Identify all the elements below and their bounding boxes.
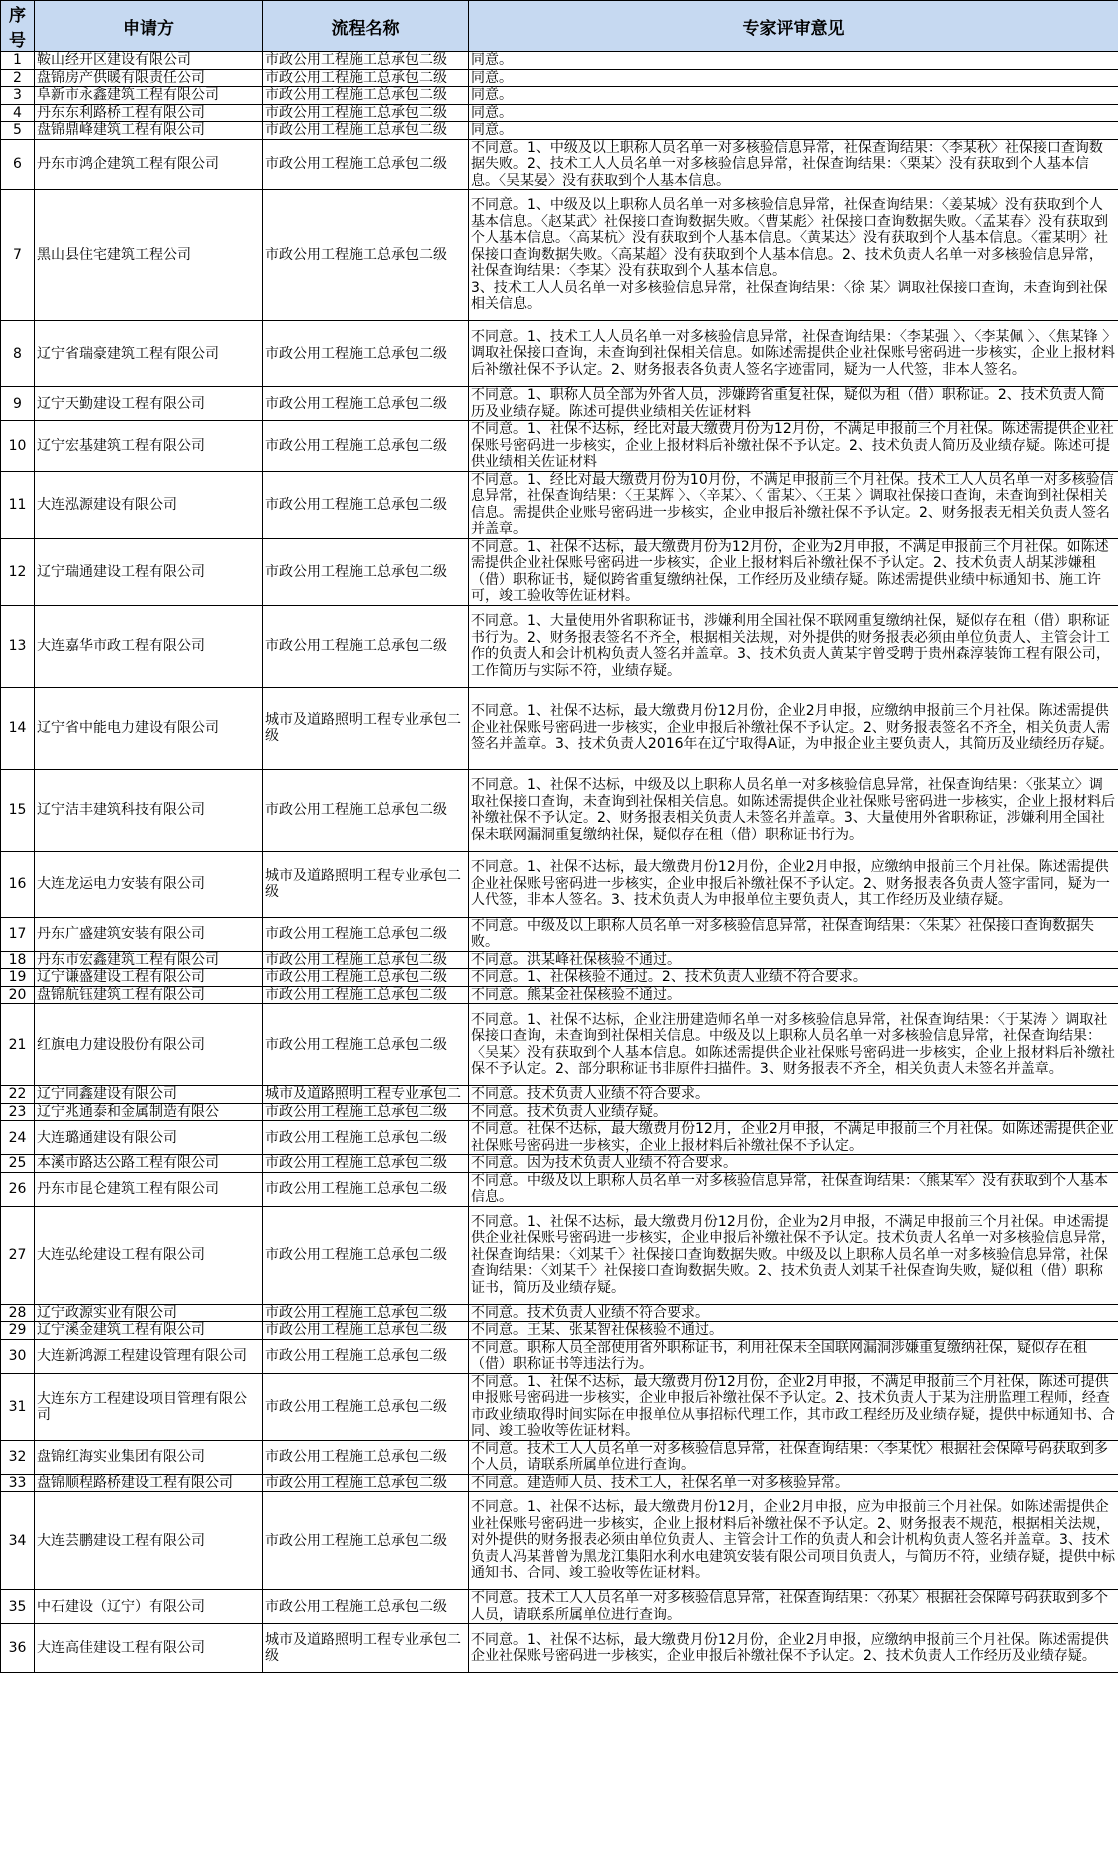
table-row — [1, 951, 1118, 969]
review-opinion: 不同意。1、社保不达标，最大缴费月份12月份，企业为2月申报，不满足申报前三个月社保。申述需提供企业社保账号密码进一步核实，企业申报后补缴社保不予认定。技术负责人名单一对多核验信息异常，社保查询结果：〈刘某千〉社保接口查询数据失败。中级及以上职称人员名单一对多核验信息异常，社保查询结果：〈刘某千〉社保接口查询数据失败。2、技术负责人刘某千社保查询失败，疑似租（借）职称证书，简历及业绩存疑。 — [469, 1206, 1118, 1304]
applicant-name: 大连泓源建设有限公司 — [35, 471, 263, 538]
table-row — [1, 139, 1118, 190]
review-opinion: 不同意。洪某峰社保核验不通过。 — [469, 951, 1118, 969]
row-number: 12 — [1, 538, 35, 605]
applicant-name: 鞍山经开区建设有限公司 — [35, 52, 263, 70]
header-no: 序号 — [1, 1, 35, 52]
row-number: 28 — [1, 1304, 35, 1322]
applicant-name: 辽宁同鑫建设有限公司 — [35, 1086, 263, 1104]
applicant-name: 阜新市永鑫建筑工程有限公司 — [35, 87, 263, 105]
process-name: 市政公用工程施工总承包二级 — [263, 421, 469, 472]
process-name: 市政公用工程施工总承包二级 — [263, 1304, 469, 1322]
review-opinion: 不同意。1、社保不达标，中级及以上职称人员名单一对多核验信息异常，社保查询结果：〈张某立〉调取社保接口查询，未查询到社保相关信息。如陈述需提供企业社保账号密码进一步核实，企业上报材料后补缴社保不予认定。2、财务报表相关负责人未签名并盖章。3、大量使用外省职称证，涉嫌利用全国社保未联网漏洞重复缴纳社保，疑似存在租（借）职称证书行为。 — [469, 769, 1118, 851]
table-row — [1, 387, 1118, 421]
row-number: 30 — [1, 1339, 35, 1373]
process-name: 市政公用工程施工总承包二级 — [263, 917, 469, 951]
table-row — [1, 1373, 1118, 1440]
applicant-name: 红旗电力建设股份有限公司 — [35, 1004, 263, 1086]
review-opinion: 同意。 — [469, 87, 1118, 105]
table-row — [1, 1322, 1118, 1340]
process-name: 市政公用工程施工总承包二级 — [263, 387, 469, 421]
row-number: 24 — [1, 1121, 35, 1155]
row-number: 3 — [1, 87, 35, 105]
review-opinion: 不同意。1、社保不达标，最大缴费月份12月份，企业2月申报，应缴纳申报前三个月社保。陈述需提供企业社保账号密码进一步核实，企业申报后补缴社保不予认定。2、财务报表各负责人签字雷同，疑为一人代签，非本人签名。3、技术负责人为申报单位主要负责人，其工作经历及业绩存疑。 — [469, 851, 1118, 917]
applicant-name: 大连嘉华市政工程有限公司 — [35, 605, 263, 687]
process-name: 市政公用工程施工总承包二级 — [263, 1440, 469, 1474]
review-opinion: 不同意。中级及以上职称人员名单一对多核验信息异常，社保查询结果：〈朱某〉社保接口查询数据失败。 — [469, 917, 1118, 951]
row-number: 5 — [1, 122, 35, 140]
applicant-name: 黑山县住宅建筑工程公司 — [35, 190, 263, 321]
review-opinion: 不同意。1、社保不达标，最大缴费月份为12月份，企业为2月申报，不满足申报前三个月社保。如陈述需提供企业社保账号密码进一步核实，企业上报材料后补缴社保不予认定。2、技术负责人胡某涉嫌租（借）职称证书，疑似跨省重复缴纳社保，工作经历及业绩存疑。陈述需提供业绩中标通知书、施工许可，竣工验收等佐证材料。 — [469, 538, 1118, 605]
applicant-name: 丹东市宏鑫建筑工程有限公司 — [35, 951, 263, 969]
applicant-name: 辽宁宏基建筑工程有限公司 — [35, 421, 263, 472]
applicant-name: 辽宁谦盛建设工程有限公司 — [35, 969, 263, 987]
table-row — [1, 1172, 1118, 1206]
table-row — [1, 1004, 1118, 1086]
row-number: 1 — [1, 52, 35, 70]
review-opinion: 不同意。因为技术负责人业绩不符合要求。 — [469, 1155, 1118, 1173]
review-opinion: 不同意。王某、张某智社保核验不通过。 — [469, 1322, 1118, 1340]
row-number: 19 — [1, 969, 35, 987]
review-opinion: 不同意。1、社保不达标，最大缴费月份12月，企业2月申报，应为申报前三个月社保。如陈述需提供企业社保账号密码进一步核实，企业上报材料后补缴社保不予认定。2、财务报表不规范，根据相关法规，对外提供的财务报表必须由单位负责人、主管会计工作的负责人和会计机构负责人签名并盖章。3、技术负责人冯某普曾为黑龙江集阳水利水电建筑安装有限公司项目负责人，与简历不符，业绩存疑，提供中标通知书、合同、竣工验收等佐证材料。 — [469, 1492, 1118, 1590]
process-name: 市政公用工程施工总承包二级 — [263, 969, 469, 987]
table-row — [1, 538, 1118, 605]
process-name: 市政公用工程施工总承包二级 — [263, 471, 469, 538]
applicant-name: 大连高佳建设工程有限公司 — [35, 1624, 263, 1673]
process-name: 市政公用工程施工总承包二级 — [263, 52, 469, 70]
process-name: 市政公用工程施工总承包二级 — [263, 139, 469, 190]
row-number: 29 — [1, 1322, 35, 1340]
row-number: 16 — [1, 851, 35, 917]
applicant-name: 辽宁天勤建设工程有限公司 — [35, 387, 263, 421]
process-name: 市政公用工程施工总承包二级 — [263, 190, 469, 321]
process-name: 城市及道路照明工程专业承包二 — [263, 1086, 469, 1104]
row-number: 34 — [1, 1492, 35, 1590]
table-row — [1, 605, 1118, 687]
applicant-name: 大连龙运电力安装有限公司 — [35, 851, 263, 917]
table-row — [1, 321, 1118, 387]
applicant-name: 盘锦红海实业集团有限公司 — [35, 1440, 263, 1474]
table-row — [1, 1624, 1118, 1673]
table-row — [1, 1304, 1118, 1322]
table-row — [1, 687, 1118, 769]
applicant-name: 盘锦顺程路桥建设工程有限公司 — [35, 1474, 263, 1492]
table-row — [1, 1121, 1118, 1155]
applicant-name: 大连璐通建设有限公司 — [35, 1121, 263, 1155]
review-opinion: 不同意。1、社保核验不通过。2、技术负责人业绩不符合要求。 — [469, 969, 1118, 987]
applicant-name: 丹东市鸿企建筑工程有限公司 — [35, 139, 263, 190]
row-number: 22 — [1, 1086, 35, 1104]
table-row — [1, 1103, 1118, 1121]
review-opinion: 不同意。职称人员全部使用省外职称证书，利用社保未全国联网漏洞涉嫌重复缴纳社保，疑似存在租（借）职称证书等违法行为。 — [469, 1339, 1118, 1373]
applicant-name: 大连东方工程建设项目管理有限公司 — [35, 1373, 263, 1440]
review-opinion: 同意。 — [469, 52, 1118, 70]
process-name: 市政公用工程施工总承包二级 — [263, 1474, 469, 1492]
process-name: 市政公用工程施工总承包二级 — [263, 122, 469, 140]
review-opinion: 不同意。1、社保不达标，经比对最大缴费月份为12月份，不满足申报前三个月社保。陈述需提供企业社保账号密码进一步核实，企业上报材料后补缴社保不予认定。2、技术负责人简历及业绩存疑。陈述可提供业绩相关佐证材料 — [469, 421, 1118, 472]
review-opinion: 同意。 — [469, 122, 1118, 140]
process-name: 市政公用工程施工总承包二级 — [263, 605, 469, 687]
process-name: 市政公用工程施工总承包二级 — [263, 69, 469, 87]
review-opinion: 不同意。技术负责人业绩存疑。 — [469, 1103, 1118, 1121]
applicant-name: 大连弘纶建设工程有限公司 — [35, 1206, 263, 1304]
row-number: 17 — [1, 917, 35, 951]
process-name: 市政公用工程施工总承包二级 — [263, 1121, 469, 1155]
table-row — [1, 471, 1118, 538]
review-opinion: 不同意。1、社保不达标，企业注册建造师名单一对多核验信息异常，社保查询结果：〈于某涛 〉调取社保接口查询，未查询到社保相关信息。中级及以上职称人员名单一对多核验信息异常，社保查询结果：〈吴某〉没有获取到个人基本信息。如陈述需提供企业社保账号密码进一步核实，企业上报材料后补缴社保不予认定。2、部分职称证书非原件扫描件。3、财务报表不齐全，相关负责人未签名并盖章。 — [469, 1004, 1118, 1086]
applicant-name: 辽宁省瑞豪建筑工程有限公司 — [35, 321, 263, 387]
header-row — [1, 1, 1118, 52]
process-name: 城市及道路照明工程专业承包二级 — [263, 687, 469, 769]
row-number: 35 — [1, 1590, 35, 1624]
table-row — [1, 1206, 1118, 1304]
review-opinion: 不同意。技术负责人业绩不符合要求。 — [469, 1086, 1118, 1104]
table-row — [1, 851, 1118, 917]
applicant-name: 盘锦鼎峰建筑工程有限公司 — [35, 122, 263, 140]
applicant-name: 辽宁溪金建筑工程有限公司 — [35, 1322, 263, 1340]
row-number: 7 — [1, 190, 35, 321]
header-applicant: 申请方 — [35, 1, 263, 52]
process-name: 市政公用工程施工总承包二级 — [263, 1172, 469, 1206]
row-number: 6 — [1, 139, 35, 190]
table-row — [1, 190, 1118, 321]
applicant-name: 中石建设（辽宁）有限公司 — [35, 1590, 263, 1624]
applicant-name: 辽宁洁丰建筑科技有限公司 — [35, 769, 263, 851]
process-name: 市政公用工程施工总承包二级 — [263, 986, 469, 1004]
row-number: 9 — [1, 387, 35, 421]
process-name: 市政公用工程施工总承包二级 — [263, 87, 469, 105]
row-number: 20 — [1, 986, 35, 1004]
row-number: 25 — [1, 1155, 35, 1173]
row-number: 23 — [1, 1103, 35, 1121]
table-row — [1, 69, 1118, 87]
row-number: 8 — [1, 321, 35, 387]
review-opinion: 不同意。熊某金社保核验不通过。 — [469, 986, 1118, 1004]
row-number: 31 — [1, 1373, 35, 1440]
applicant-name: 丹东市昆仑建筑工程有限公司 — [35, 1172, 263, 1206]
review-opinion: 不同意。技术负责人业绩不符合要求。 — [469, 1304, 1118, 1322]
process-name: 市政公用工程施工总承包二级 — [263, 1492, 469, 1590]
table-row — [1, 917, 1118, 951]
review-opinion: 不同意。建造师人员、技术工人，社保名单一对多核验异常。 — [469, 1474, 1118, 1492]
applicant-name: 辽宁瑞通建设工程有限公司 — [35, 538, 263, 605]
review-opinion: 不同意。1、技术工人人员名单一对多核验信息异常，社保查询结果：〈李某强 〉、〈李某佩 〉、〈焦某锋 〉调取社保接口查询，未查询到社保相关信息。如陈述需提供企业社保账号密码进一步核实，企业上报材料后补缴社保不予认定。2、财务报表各负责人签名字迹雷同，疑为一人代签，非本人签名。 — [469, 321, 1118, 387]
review-opinion: 不同意。1、社保不达标，最大缴费月份12月份，企业2月申报，应缴纳申报前三个月社保。陈述需提供企业社保账号密码进一步核实，企业申报后补缴社保不予认定。2、财务报表签名不齐全，相关负责人需签名并盖章。3、技术负责人2016年在辽宁取得A证，为申报企业主要负责人，其简历及业绩经历存疑。 — [469, 687, 1118, 769]
process-name: 城市及道路照明工程专业承包二级 — [263, 1624, 469, 1673]
row-number: 32 — [1, 1440, 35, 1474]
review-opinion: 不同意。1、中级及以上职称人员名单一对多核验信息异常，社保查询结果：〈姜某城〉没有获取到个人基本信息。〈赵某武〉社保接口查询数据失败。〈曹某彪〉社保接口查询数据失败。〈孟某春〉没有获取到个人基本信息。〈高某杭〉没有获取到个人基本信息。〈黄某达〉没有获取到个人基本信息。〈霍某明〉社保接口查询数据失败。〈高某超〉没有获取到个人基本信息。2、技术负责人名单一对多核验信息异常，社保查询结果：〈李某〉没有获取到个人基本信息。 3、技术工人人员名单一对多核验信息异常，社保查询结果：〈徐 某〉调取社保接口查询，未查询到社保相关信息。 — [469, 190, 1118, 321]
row-number: 18 — [1, 951, 35, 969]
review-opinion: 不同意。中级及以上职称人员名单一对多核验信息异常，社保查询结果：〈熊某军〉没有获取到个人基本信息。 — [469, 1172, 1118, 1206]
process-name: 市政公用工程施工总承包二级 — [263, 1155, 469, 1173]
process-name: 市政公用工程施工总承包二级 — [263, 104, 469, 122]
table-row — [1, 421, 1118, 472]
review-opinion: 不同意。技术工人人员名单一对多核验信息异常，社保查询结果：〈孙某〉根据社会保障号码获取到多个人员，请联系所属单位进行查询。 — [469, 1590, 1118, 1624]
table-row — [1, 1474, 1118, 1492]
review-opinion: 不同意。1、社保不达标，最大缴费月份12月份，企业2月申报，不满足申报前三个月社保，陈述可提供申报账号密码进一步核实，企业申报后补缴社保不予认定。2、技术负责人于某为注册监理工程师，经查市政业绩取得时间实际在申报单位从事招标代理工作，其市政工程经历及业绩存疑，提供中标通知书、合同、竣工验收等佐证材料。 — [469, 1373, 1118, 1440]
applicant-name: 大连芸鹏建设工程有限公司 — [35, 1492, 263, 1590]
process-name: 市政公用工程施工总承包二级 — [263, 1590, 469, 1624]
row-number: 33 — [1, 1474, 35, 1492]
process-name: 市政公用工程施工总承包二级 — [263, 1103, 469, 1121]
review-opinion: 不同意。1、职称人员全部为外省人员，涉嫌跨省重复社保，疑似为租（借）职称证。2、技术负责人简历及业绩存疑。陈述可提供业绩相关佐证材料 — [469, 387, 1118, 421]
table-row — [1, 769, 1118, 851]
review-opinion: 不同意。技术工人人员名单一对多核验信息异常，社保查询结果：〈李某忱〉根据社会保障号码获取到多个人员，请联系所属单位进行查询。 — [469, 1440, 1118, 1474]
process-name: 市政公用工程施工总承包二级 — [263, 538, 469, 605]
process-name: 市政公用工程施工总承包二级 — [263, 1373, 469, 1440]
table-row — [1, 122, 1118, 140]
applicant-name: 辽宁政源实业有限公司 — [35, 1304, 263, 1322]
applicant-name: 大连新鸿源工程建设管理有限公司 — [35, 1339, 263, 1373]
review-opinion: 不同意。1、经比对最大缴费月份为10月份，不满足申报前三个月社保。技术工人人员名单一对多核验信息异常，社保查询结果：〈王某辉 〉、〈辛某〉、〈 雷某〉、〈王某 〉调取社保接口查询，未查询到社保相关信息。需提供企业账号密码进一步核实，企业申报后补缴社保不予认定。2、财务报表无相关负责人签名并盖章。 — [469, 471, 1118, 538]
row-number: 11 — [1, 471, 35, 538]
table-row — [1, 52, 1118, 70]
row-number: 27 — [1, 1206, 35, 1304]
process-name: 市政公用工程施工总承包二级 — [263, 769, 469, 851]
row-number: 21 — [1, 1004, 35, 1086]
process-name: 城市及道路照明工程专业承包二级 — [263, 851, 469, 917]
applicant-name: 盘锦航钰建筑工程有限公司 — [35, 986, 263, 1004]
row-number: 4 — [1, 104, 35, 122]
table-row — [1, 1492, 1118, 1590]
review-opinion: 同意。 — [469, 69, 1118, 87]
header-opinion: 专家评审意见 — [469, 1, 1118, 52]
applicant-name: 盘锦房产供暖有限责任公司 — [35, 69, 263, 87]
row-number: 2 — [1, 69, 35, 87]
process-name: 市政公用工程施工总承包二级 — [263, 1322, 469, 1340]
process-name: 市政公用工程施工总承包二级 — [263, 1339, 469, 1373]
table-row — [1, 986, 1118, 1004]
row-number: 14 — [1, 687, 35, 769]
applicant-name: 丹东东利路桥工程有限公司 — [35, 104, 263, 122]
header-process: 流程名称 — [263, 1, 469, 52]
applicant-name: 辽宁兆通泰和金属制造有限公 — [35, 1103, 263, 1121]
row-number: 10 — [1, 421, 35, 472]
table-row — [1, 87, 1118, 105]
table-row — [1, 1155, 1118, 1173]
process-name: 市政公用工程施工总承包二级 — [263, 1206, 469, 1304]
review-opinion: 不同意。社保不达标，最大缴费月份12月，企业2月申报，不满足申报前三个月社保。如陈述需提供企业社保账号密码进一步核实，企业上报材料后补缴社保不予认定。 — [469, 1121, 1118, 1155]
table-row — [1, 1590, 1118, 1624]
table-row — [1, 1339, 1118, 1373]
process-name: 市政公用工程施工总承包二级 — [263, 951, 469, 969]
table-row — [1, 1086, 1118, 1104]
applicant-name: 辽宁省中能电力建设有限公司 — [35, 687, 263, 769]
row-number: 13 — [1, 605, 35, 687]
process-name: 市政公用工程施工总承包二级 — [263, 1004, 469, 1086]
review-opinion: 不同意。1、中级及以上职称人员名单一对多核验信息异常，社保查询结果：〈李某秋〉社保接口查询数据失败。2、技术工人人员名单一对多核验信息异常，社保查询结果：〈栗某〉没有获取到个人基本信息。〈吴某晏〉没有获取到个人基本信息。 — [469, 139, 1118, 190]
table-row — [1, 1440, 1118, 1474]
row-number: 26 — [1, 1172, 35, 1206]
table-row — [1, 969, 1118, 987]
row-number: 15 — [1, 769, 35, 851]
row-number: 36 — [1, 1624, 35, 1673]
applicant-name: 丹东广盛建筑安装有限公司 — [35, 917, 263, 951]
review-opinion: 不同意。1、大量使用外省职称证书，涉嫌利用全国社保不联网重复缴纳社保，疑似存在租（借）职称证书行为。2、财务报表签名不齐全，根据相关法规，对外提供的财务报表必须由单位负责人、主管会计工作的负责人和会计机构负责人签名并盖章。3、技术负责人黄某宇曾受聘于贵州森淳装饰工程有限公司，工作简历与实际不符，业绩存疑。 — [469, 605, 1118, 687]
process-name: 市政公用工程施工总承包二级 — [263, 321, 469, 387]
review-opinion: 不同意。1、社保不达标，最大缴费月份12月份，企业2月申报，应缴纳申报前三个月社保。陈述需提供企业社保账号密码进一步核实，企业申报后补缴社保不予认定。2、技术负责人工作经历及业绩存疑。 — [469, 1624, 1118, 1673]
applicant-name: 本溪市路达公路工程有限公司 — [35, 1155, 263, 1173]
review-opinion: 同意。 — [469, 104, 1118, 122]
table-row — [1, 104, 1118, 122]
